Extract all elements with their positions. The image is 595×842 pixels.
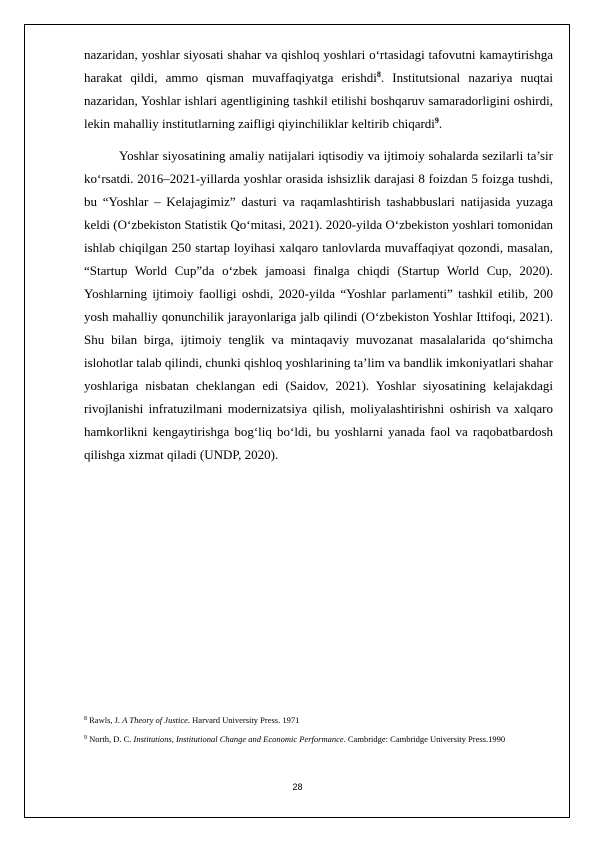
footnote-ref-9[interactable]: 9	[434, 116, 439, 125]
footnote-publisher: . Harvard University Press. 1971	[187, 715, 300, 725]
paragraph-2: Yoshlar siyosatining amaliy natijalari iqtisodiy va ijtimoiy sohalarda sezilarli ta’sir ko‘rsatdi. 2016–2021-yillarda yoshlar orasida ishsizlik darajasi 8 foizdan 5 foizga tushdi, bu “Yoshlar – Kelajagimiz” dasturi va raqamlashtirish tashabbuslari natijasida yuzaga keldi (O‘zbekiston Statistik Qo‘mitasi, 2021). 2020-yilda O‘zbekiston yoshlari tomonidan ishlab chiqilgan 250 startap loyihasi xalqaro tanlovlarda muvaffaqiyat qozondi, masalan, “Startup World Cup”da o‘zbek jamoasi finalga chiqdi (Startup World Cup, 2020). Yoshlarning ijtimoiy faolligi oshdi, 2020-yilda “Yoshlar parlamenti” tashkil etilib, 200 yosh mahalliy qonunchilik jarayonlariga jalb qilindi (O‘zbekiston Yoshlar Ittifoqi, 2021). Shu bilan birga, ijtimoiy tenglik va mintaqaviy muvozanat masalalarida qo‘shimcha islohotlar talab qilindi, chunki qishloq yoshlarining ta’lim va bandlik imkoniyatlari shahar yoshlariga nisbatan cheklangan edi (Saidov, 2021). Yoshlar siyosatining kelajakdagi rivojlanishi infratuzilmani modernizatsiya qilish, moliyalashtirishni oshirish va xalqaro hamkorlikni kengaytirishga bog‘liq bo‘ldi, bu yoshlarni yanada faol va raqobatbardosh qilishga xizmat qiladi (UNDP, 2020).	[84, 148, 554, 462]
footnotes	[84, 714, 553, 752]
main-text	[84, 43, 553, 466]
footnote-number: 9	[84, 735, 87, 741]
footnote-9	[84, 733, 553, 745]
page-number: 28	[292, 782, 303, 792]
footnote-number: 8	[84, 716, 87, 722]
footnote-author: North, D. C.	[87, 734, 134, 744]
footnote-ref-8[interactable]: 8	[376, 70, 381, 79]
footnote-title: Institutions, Institutional Change and Economic Performance	[133, 734, 344, 744]
paragraph-1-text-c: .	[438, 116, 443, 131]
footnote-publisher: . Cambridge: Cambridge University Press.1990	[343, 734, 506, 744]
paragraph-1-text-a: nazaridan, yoshlar siyosati shahar va qishloq yoshlari o‘rtasidagi tafovutni kamaytirishga harakat qildi, ammo qisman muvaffaqiyatga erishdi	[84, 47, 553, 85]
footnote-title: A Theory of Justice	[122, 715, 188, 725]
paragraph-1	[84, 43, 553, 135]
footnote-8	[84, 714, 553, 726]
footnote-author: Rawls, J.	[87, 715, 123, 725]
paragraph-1-text-b: . Institutsional nazariya nuqtai nazaridan, Yoshlar ishlari agentligining tashkil etilishi boshqaruv samaradorligini oshirdi, lekin mahalliy institutlarning zaifligi qiyinchiliklar keltirib chiqardi	[84, 70, 553, 131]
